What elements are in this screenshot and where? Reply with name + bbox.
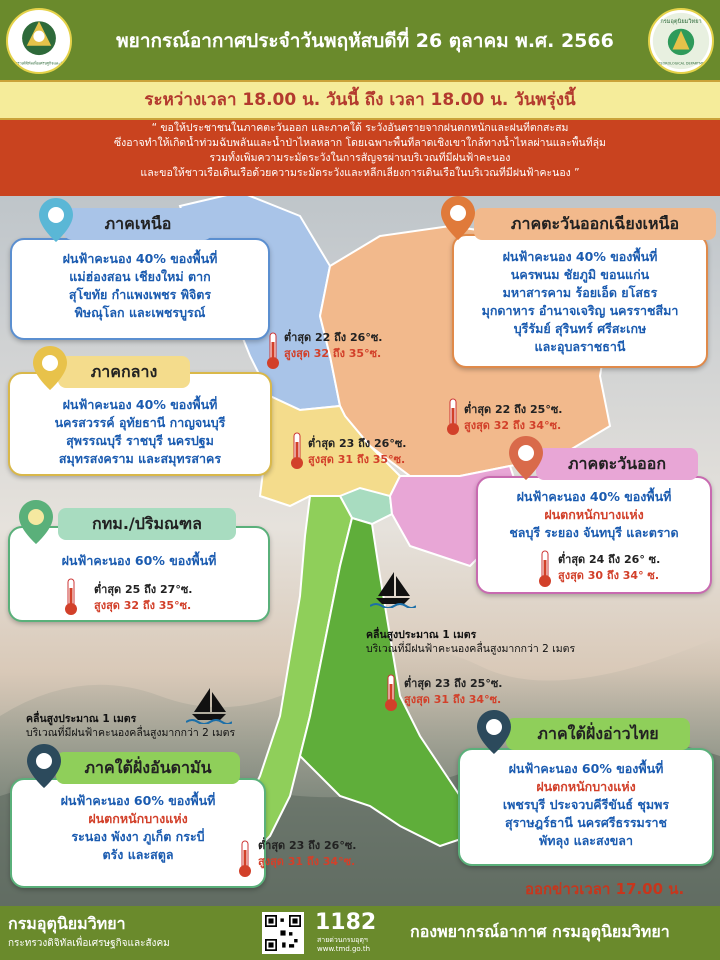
south-west-line: ฝนตกหนักบางแห่ง xyxy=(88,811,188,826)
bangkok-tag: กทม./ปริมณฑล xyxy=(58,508,236,540)
south-west-line: ตรัง และสตูล xyxy=(102,847,174,862)
website[interactable]: www.tmd.go.th xyxy=(317,945,370,953)
qr-code-icon[interactable] xyxy=(262,912,304,954)
temp-high: สูงสุด 30 ถึง 34° ซ. xyxy=(558,569,660,582)
east-tag: ภาคตะวันออก xyxy=(536,448,698,480)
east-temp xyxy=(558,552,660,584)
thermometer-icon xyxy=(266,332,280,370)
warning-line: “ ขอให้ประชาชนในภาคตะวันออก และภาคใต้ ระวังอันตรายจากฝนตกหนักและฝนที่ตกสะสม xyxy=(151,122,569,134)
wave-title: คลื่นสูงประมาณ 1 เมตร xyxy=(26,713,137,725)
svg-text:METEOROLOGICAL DEPARTMENT: METEOROLOGICAL DEPARTMENT xyxy=(653,61,709,66)
thermometer-icon xyxy=(446,398,460,436)
northeast-line: ฝนฟ้าคะนอง 40% ของพื้นที่ xyxy=(502,249,658,264)
south-west-line: ระนอง พังงา ภูเก็ต กระบี่ xyxy=(71,829,205,844)
east-line: ฝนตกหนักบางแห่ง xyxy=(544,507,644,522)
temp-high: สูงสุด 32 ถึง 35°ซ. xyxy=(94,599,192,612)
warning-line: รวมทั้งเพิ่มความระมัดระวังในการสัญจรผ่านบริเวณที่มีฝนฟ้าคะนอง xyxy=(209,152,511,164)
location-pin-icon xyxy=(438,194,478,242)
page-title: พยากรณ์อากาศประจำวันพฤหัสบดีที่ 26 ตุลาคม พ.ศ. 2566 xyxy=(116,30,614,52)
issued-time: ออกข่าวเวลา 17.00 น. xyxy=(525,880,685,898)
south-east-details xyxy=(458,760,714,850)
warning-line: และขอให้ชาวเรือเดินเรือด้วยความระมัดระวังและหลีกเลี่ยงการเดินเรือในบริเวณที่มีฝนฟ้าคะนอง ” xyxy=(140,167,580,179)
temp-low: ต่ำสุด 25 ถึง 27°ซ. xyxy=(94,583,193,596)
header-bar xyxy=(0,0,720,80)
boat-icon xyxy=(370,570,416,608)
warning-banner xyxy=(0,120,720,196)
temp-low: ต่ำสุด 23 ถึง 26°ซ. xyxy=(258,839,357,852)
northeast-line: มุกดาหาร อำนาจเจริญ นครราชสีมา xyxy=(481,303,679,318)
thermometer-icon xyxy=(238,840,252,878)
temp-low: ต่ำสุด 22 ถึง 25°ซ. xyxy=(464,403,563,416)
south-east-line: ฝนฟ้าคะนอง 60% ของพื้นที่ xyxy=(508,761,664,776)
temp-low: ต่ำสุด 22 ถึง 26°ซ. xyxy=(284,331,383,344)
south-west-tag: ภาคใต้ฝั่งอันดามัน xyxy=(56,752,240,784)
hotline-number[interactable]: 1182 xyxy=(315,910,377,935)
forecast-period: ระหว่างเวลา 18.00 น. วันนี้ ถึง เวลา 18.00 น. วันพรุ่งนี้ xyxy=(0,80,720,120)
bangkok-details xyxy=(8,552,270,570)
northeast-line: บุรีรัมย์ สุรินทร์ ศรีสะเกษ xyxy=(513,321,647,336)
east-line: ฝนฟ้าคะนอง 40% ของพื้นที่ xyxy=(516,489,672,504)
northeast-line: นครพนม ชัยภูมิ ขอนแก่น xyxy=(510,267,650,282)
andaman-wave-info xyxy=(26,712,235,740)
central-temp xyxy=(308,436,406,468)
south-west-line: ฝนฟ้าคะนอง 60% ของพื้นที่ xyxy=(60,793,216,808)
hotline-label: สายด่วนกรมอุตุฯ xyxy=(317,936,368,944)
temp-low: ต่ำสุด 23 ถึง 25°ซ. xyxy=(404,677,503,690)
east-line: ชลบุรี ระยอง จันทบุรี และตราด xyxy=(509,525,679,540)
temp-high: สูงสุด 31 ถึง 34°ซ. xyxy=(258,855,356,868)
north-line: แม่ฮ่องสอน เชียงใหม่ ตาก xyxy=(69,269,211,284)
northeast-line: และอุบลราชธานี xyxy=(534,339,626,354)
warning-line: ซึ่งอาจทำให้เกิดน้ำท่วมฉับพลันและน้ำป่าไหลหลาก โดยเฉพาะพื้นที่ลาดเชิงเขาใกล้ทางน้ำไหลผ่านและพื้นที่ลุ่ม xyxy=(114,137,606,149)
temp-high: สูงสุด 31 ถึง 34°ซ. xyxy=(404,693,502,706)
central-line: นครสวรรค์ อุทัยธานี กาญจนบุรี xyxy=(54,415,226,430)
thermometer-icon xyxy=(64,578,78,616)
svg-text:กรมอุตุนิยมวิทยา: กรมอุตุนิยมวิทยา xyxy=(660,19,702,26)
south-west-details xyxy=(10,792,266,864)
north-line: พิษณุโลก และเพชรบูรณ์ xyxy=(74,305,206,320)
central-line: ฝนฟ้าคะนอง 40% ของพื้นที่ xyxy=(62,397,218,412)
thermometer-icon xyxy=(538,550,552,588)
temp-high: สูงสุด 32 ถึง 35°ซ. xyxy=(284,347,382,360)
wave-detail: บริเวณที่มีฝนฟ้าคะนองคลื่นสูงมากกว่า 2 เมตร xyxy=(26,727,236,739)
northeast-line: มหาสารคาม ร้อยเอ็ด ยโสธร xyxy=(502,285,658,300)
south-east-line: พัทลุง และสงขลา xyxy=(539,833,633,848)
tmd-logo xyxy=(648,8,714,74)
temp-low: ต่ำสุด 23 ถึง 26°ซ. xyxy=(308,437,407,450)
central-tag: ภาคกลาง xyxy=(58,356,190,388)
location-pin-icon xyxy=(506,434,546,482)
location-pin-icon xyxy=(36,196,76,244)
gulf-wave-info xyxy=(366,628,575,656)
temp-high: สูงสุด 32 ถึง 34°ซ. xyxy=(464,419,562,432)
bangkok-line: ฝนฟ้าคะนอง 60% ของพื้นที่ xyxy=(61,553,217,568)
central-details xyxy=(8,396,272,468)
wave-detail: บริเวณที่มีฝนฟ้าคะนองคลื่นสูงมากกว่า 2 เมตร xyxy=(366,643,576,655)
footer-ministry: กระทรวงดิจิทัลเพื่อเศรษฐกิจและสังคม xyxy=(8,938,170,949)
north-line: ฝนฟ้าคะนอง 40% ของพื้นที่ xyxy=(62,251,218,266)
footer-division: กองพยากรณ์อากาศ กรมอุตุนิยมวิทยา xyxy=(410,922,670,941)
thermometer-icon xyxy=(290,432,304,470)
northeast-details xyxy=(452,248,708,356)
hotline-caption xyxy=(317,936,370,954)
footer-dept: กรมอุตุนิยมวิทยา xyxy=(8,914,126,933)
north-line: สุโขทัย กำแพงเพชร พิจิตร xyxy=(68,287,212,302)
footer-bar xyxy=(0,906,720,960)
south-east-temp xyxy=(404,676,502,708)
location-pin-icon xyxy=(30,344,70,392)
central-line: สมุทรสงคราม และสมุทรสาคร xyxy=(58,451,222,466)
north-tag: ภาคเหนือ xyxy=(64,208,212,240)
location-pin-icon xyxy=(24,742,64,790)
central-line: สุพรรณบุรี ราชบุรี นครปฐม xyxy=(66,433,214,448)
thermometer-icon xyxy=(384,674,398,712)
svg-text:กระทรวงดิจิทัลเพื่อเศรษฐกิจและ: กระทรวงดิจิทัลเพื่อเศรษฐกิจและสังคม xyxy=(8,61,70,66)
wave-title: คลื่นสูงประมาณ 1 เมตร xyxy=(366,629,477,641)
temp-low: ต่ำสุด 24 ถึง 26° ซ. xyxy=(558,553,661,566)
south-east-line: เพชรบุรี ประจวบคีรีขันธ์ ชุมพร xyxy=(502,797,670,812)
north-temp xyxy=(284,330,382,362)
bangkok-temp xyxy=(94,582,192,614)
south-east-line: สุราษฎร์ธานี นครศรีธรรมราช xyxy=(504,815,668,830)
northeast-tag: ภาคตะวันออกเฉียงเหนือ xyxy=(474,208,716,240)
south-east-tag: ภาคใต้ฝั่งอ่าวไทย xyxy=(506,718,690,750)
north-details xyxy=(10,250,270,322)
temp-high: สูงสุด 31 ถึง 35°ซ. xyxy=(308,453,406,466)
location-pin-icon xyxy=(16,498,56,546)
location-pin-icon xyxy=(474,708,514,756)
east-details xyxy=(476,488,712,542)
ministry-logo xyxy=(6,8,72,74)
south-west-temp xyxy=(258,838,356,870)
south-east-line: ฝนตกหนักบางแห่ง xyxy=(536,779,636,794)
northeast-temp xyxy=(464,402,562,434)
